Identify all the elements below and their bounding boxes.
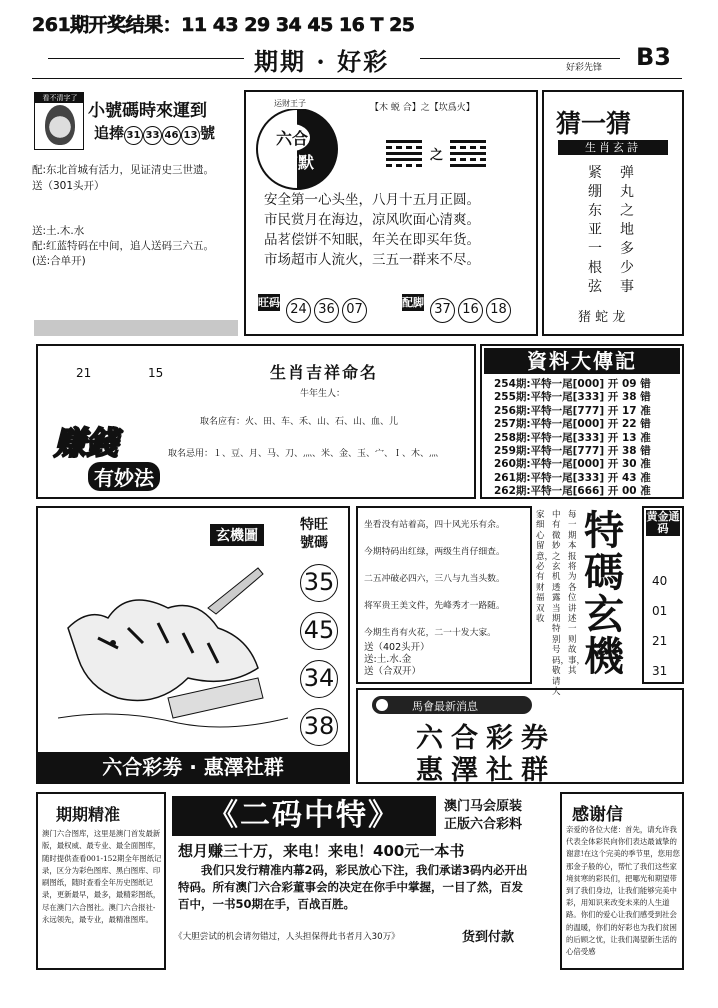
note-1 — [32, 162, 214, 194]
note-line: 送（301头开） — [32, 180, 105, 192]
poem-line: 安全第一心头坐，八月十五月正圆。 — [264, 192, 480, 208]
guess-box — [542, 90, 684, 336]
pei-nums — [430, 298, 511, 323]
erma-body: 我们只发行精准内幕2码，彩民放心下注，我们承诺3码内必开出特码。所有澳门六合彩董事会的决定在你手中掌握，一目了然，百发百中，一书50期在手，百战百胜。 — [178, 863, 528, 911]
te-title-2: 號碼 — [300, 535, 328, 551]
note-2 — [32, 224, 214, 269]
pei-num: 16 — [458, 298, 483, 323]
hexagram-right-icon — [450, 140, 486, 167]
golden-nums — [652, 566, 667, 686]
te-num: 45 — [300, 612, 338, 650]
golden-num: 21 — [652, 634, 668, 648]
note-line: (送:合单开) — [32, 255, 86, 267]
poem-line: 市场超市人流火，三五一群来不尽。 — [264, 252, 480, 268]
wang-num: 24 — [286, 298, 311, 323]
te-nums — [300, 564, 338, 746]
ziliao-row: 256期:平特一尾[777] 开 17 准 — [494, 404, 651, 417]
tema-1: 特碼 — [584, 508, 624, 596]
money-badge-2: 有妙法 — [88, 462, 160, 491]
middle-line: 今期生肖有火花，二一十发大家。 — [364, 628, 496, 638]
tema-2: 玄機 — [584, 592, 624, 680]
chase-num: 31 — [124, 126, 143, 145]
ziliao-box — [480, 344, 684, 499]
avatar-caption: 看不清字了 — [35, 93, 84, 103]
name-num-2: 15 — [148, 366, 164, 380]
poem-lines — [264, 190, 480, 270]
avatar-face-icon — [45, 105, 75, 145]
news-ball-icon — [376, 699, 388, 711]
middle-line: 今期特码出红绿，两级生肖仔细查。 — [364, 547, 505, 557]
send-line: 送（合双开） — [364, 666, 422, 677]
erma-title: 《二码中特》 — [172, 796, 436, 836]
golden-num: 01 — [652, 604, 668, 618]
ziliao-row: 257期:平特一尾[000] 开 22 错 — [494, 418, 651, 431]
hexagram-left-icon — [386, 140, 422, 167]
erma-footer-2: 货到付款 — [462, 930, 515, 945]
middle-line: 将军贵王美文件，先峰秀才一路随。 — [364, 601, 505, 611]
bottom-left-body: 澳门六合图库，这里是澳门首发最新版，最权威、最专业、最全面图库，随时提供查看001-152期全年图纸记录，区分为彩色图库、黑白图库、印刷图纸，随时查看全年历史图纸记录，更新最早，最多，最精彩图纸，尽在澳门六合图社。澳门六合报社-永远领先，最专业，最精准图库。 — [42, 829, 162, 925]
ziliao-row: 261期:平特一尾[333] 开 43 准 — [494, 471, 651, 484]
guess-sub: 生肖玄詩 — [558, 140, 668, 155]
badge-sub: 幽默 — [282, 153, 315, 172]
guess-answer: 猪 蛇 龙 — [578, 310, 626, 325]
te-title — [300, 516, 328, 552]
results-bar — [32, 10, 512, 34]
middle-line: 二五冲破必四六，三八与九当头数。 — [364, 574, 505, 584]
chase-num: 13 — [181, 126, 200, 145]
te-num: 34 — [300, 660, 338, 698]
note-col: 家细心留意，必有财福双收 — [536, 510, 554, 625]
ziliao-row: 254期:平特一尾[000] 开 09 错 — [494, 378, 651, 390]
hexagram-join: 之 — [430, 148, 444, 163]
middle-text-box — [356, 506, 532, 684]
pei-num: 37 — [430, 298, 455, 323]
middle-line: 坐看没有站着高，四十风光乐有余。 — [364, 520, 505, 530]
erma-footer: 《大胆尝试的机会请勿错过，人头担保得此书者月入30万》 — [174, 932, 400, 942]
ziliao-row: 262期:平特一尾[666] 开 00 准 — [494, 485, 651, 498]
note-line: 配:东北首城有活力，见证清史三世遗。 — [32, 164, 215, 176]
middle-lines — [364, 512, 505, 647]
headline: 小號碼時來運到 — [88, 101, 207, 121]
guess-col-2: 弹丸之地多少事 — [620, 165, 634, 295]
bottom-left-title: 期期精准 — [56, 805, 121, 824]
thanks-title: 感谢信 — [572, 805, 623, 825]
guess-col-1: 紧绷东亚一根弦 — [588, 165, 602, 295]
name-sub: 牛年生人： — [300, 389, 346, 399]
golden-box — [642, 506, 684, 684]
note-line: 送:土.木.水 — [32, 225, 85, 237]
vertical-note — [536, 510, 586, 697]
poem-box — [244, 90, 538, 336]
slogan: 好彩先锋 — [566, 63, 603, 73]
ziliao-row: 258期:平特一尾[333] 开 13 准 — [494, 431, 651, 444]
te-num: 38 — [300, 708, 338, 746]
name-row-2: 取名忌用：１、豆、月、马、刀、灬、米、金、玉、宀、Ｉ、木、灬 — [168, 449, 439, 459]
results-text: 261期开奖结果：11 43 29 34 45 16 T 25 — [32, 14, 415, 36]
note-col: 每一期本报将为各位讲述一则故事，其 — [568, 510, 586, 677]
tiger-illustration — [58, 548, 288, 738]
golden-num: 40 — [652, 574, 668, 588]
badge-main: 六合 — [274, 124, 310, 151]
erma-side-1: 澳门马会原装 — [444, 799, 523, 814]
te-title-1: 特旺 — [300, 517, 328, 533]
ziliao-title: 資料大傳記 — [484, 348, 680, 374]
chase-prefix: 追捧 — [94, 124, 125, 142]
news-line-2: 惠澤社群 — [416, 755, 556, 786]
golden-title: 黄金通码 — [646, 510, 680, 535]
poem-line: 市民赏月在海边，凉风吹面心清爽。 — [264, 212, 480, 228]
wang-label: 旺码 — [258, 296, 280, 309]
erma-side — [444, 798, 522, 834]
erma-side-2: 正版六合彩料 — [444, 817, 523, 832]
avatar — [34, 92, 84, 150]
masthead-rule-left — [48, 58, 244, 59]
poem-line: 品茗偿饼不知眠，年关在即买年货。 — [264, 232, 480, 248]
golden-num: 31 — [652, 664, 668, 678]
news-caption: 馬會最新消息 — [412, 700, 478, 713]
middle-send — [364, 642, 430, 678]
ziliao-row: 260期:平特一尾[000] 开 30 准 — [494, 458, 651, 471]
topic: 【木 蜕 合】之【坎爲火】 — [370, 103, 475, 113]
name-num-1: 21 — [76, 366, 92, 380]
xuanji-label: 玄機圖 — [210, 524, 264, 546]
badge-top: 运财王子 — [274, 99, 306, 108]
erma-slogan: 想月赚三十万，来电！来电！400元一本书 — [178, 842, 465, 860]
note-line: 配:红蓝特码在中间，追人送码三六五。 — [32, 240, 215, 252]
chase-row — [94, 122, 215, 145]
ziliao-row: 259期:平特一尾[777] 开 38 错 — [494, 445, 651, 458]
masthead-rule-right — [420, 58, 620, 59]
send-line: 送:土.水.金 — [364, 654, 412, 665]
note-col: 中有微妙之玄机透露当期特别号码，敬请大 — [552, 510, 570, 697]
ziliao-rows — [494, 378, 651, 499]
bottom-left-box — [36, 792, 166, 970]
wang-nums — [286, 298, 367, 323]
xuanji-banner: 六合彩劵 · 惠澤社群 — [38, 752, 348, 782]
page-number: B3 — [636, 43, 671, 71]
xuanji-box — [36, 506, 350, 784]
yin-yang-badge — [256, 99, 338, 190]
guess-title: 猜一猜 — [556, 109, 632, 138]
news-line-1: 六合彩券 — [416, 723, 556, 754]
masthead-underline — [32, 78, 682, 79]
thanks-box — [560, 792, 684, 970]
pei-num: 18 — [486, 298, 511, 323]
wang-num: 07 — [342, 298, 367, 323]
chase-num: 46 — [162, 126, 181, 145]
name-box — [36, 344, 476, 499]
send-line: 送（402头开） — [364, 642, 430, 653]
name-title: 生肖吉祥命名 — [270, 363, 379, 382]
temaxuanji — [584, 510, 636, 678]
masthead-title: 期期 · 好彩 — [254, 47, 390, 76]
ziliao-row: 255期:平特一尾[333] 开 38 错 — [494, 391, 651, 404]
thanks-body: 亲爱的各位大佬：首先，请允许我代表全体彩民向你们表达最诚挚的谢意!在这个完美的季节里，您用您那金子般的心，帮忙了我们这些家境贫寒的彩民们，把哪光和期望带到了我们身边，让我们能够完美中彩，用知识来改变未来的人生道路。你们的爱心让我们感受到社会的温暖，你们的好彩也为我们贫困的后顾之忧，让我们渴望新生活的心倍受感 — [566, 825, 680, 957]
gray-bar — [34, 320, 238, 336]
wang-num: 36 — [314, 298, 339, 323]
money-badge — [48, 416, 178, 496]
money-badge-1: 赚錢 — [54, 424, 119, 462]
erma-area — [170, 792, 544, 970]
news-box — [356, 688, 684, 784]
top-left-panel — [34, 92, 238, 332]
chase-suffix: 號 — [200, 124, 216, 142]
pei-label: 配脚 — [402, 296, 424, 309]
chase-num: 33 — [143, 126, 162, 145]
name-row-1: 取名应有：火、田、车、禾、山、石、山、血、儿 — [200, 417, 399, 427]
news-caption-bar — [372, 696, 532, 714]
te-num: 35 — [300, 564, 338, 602]
